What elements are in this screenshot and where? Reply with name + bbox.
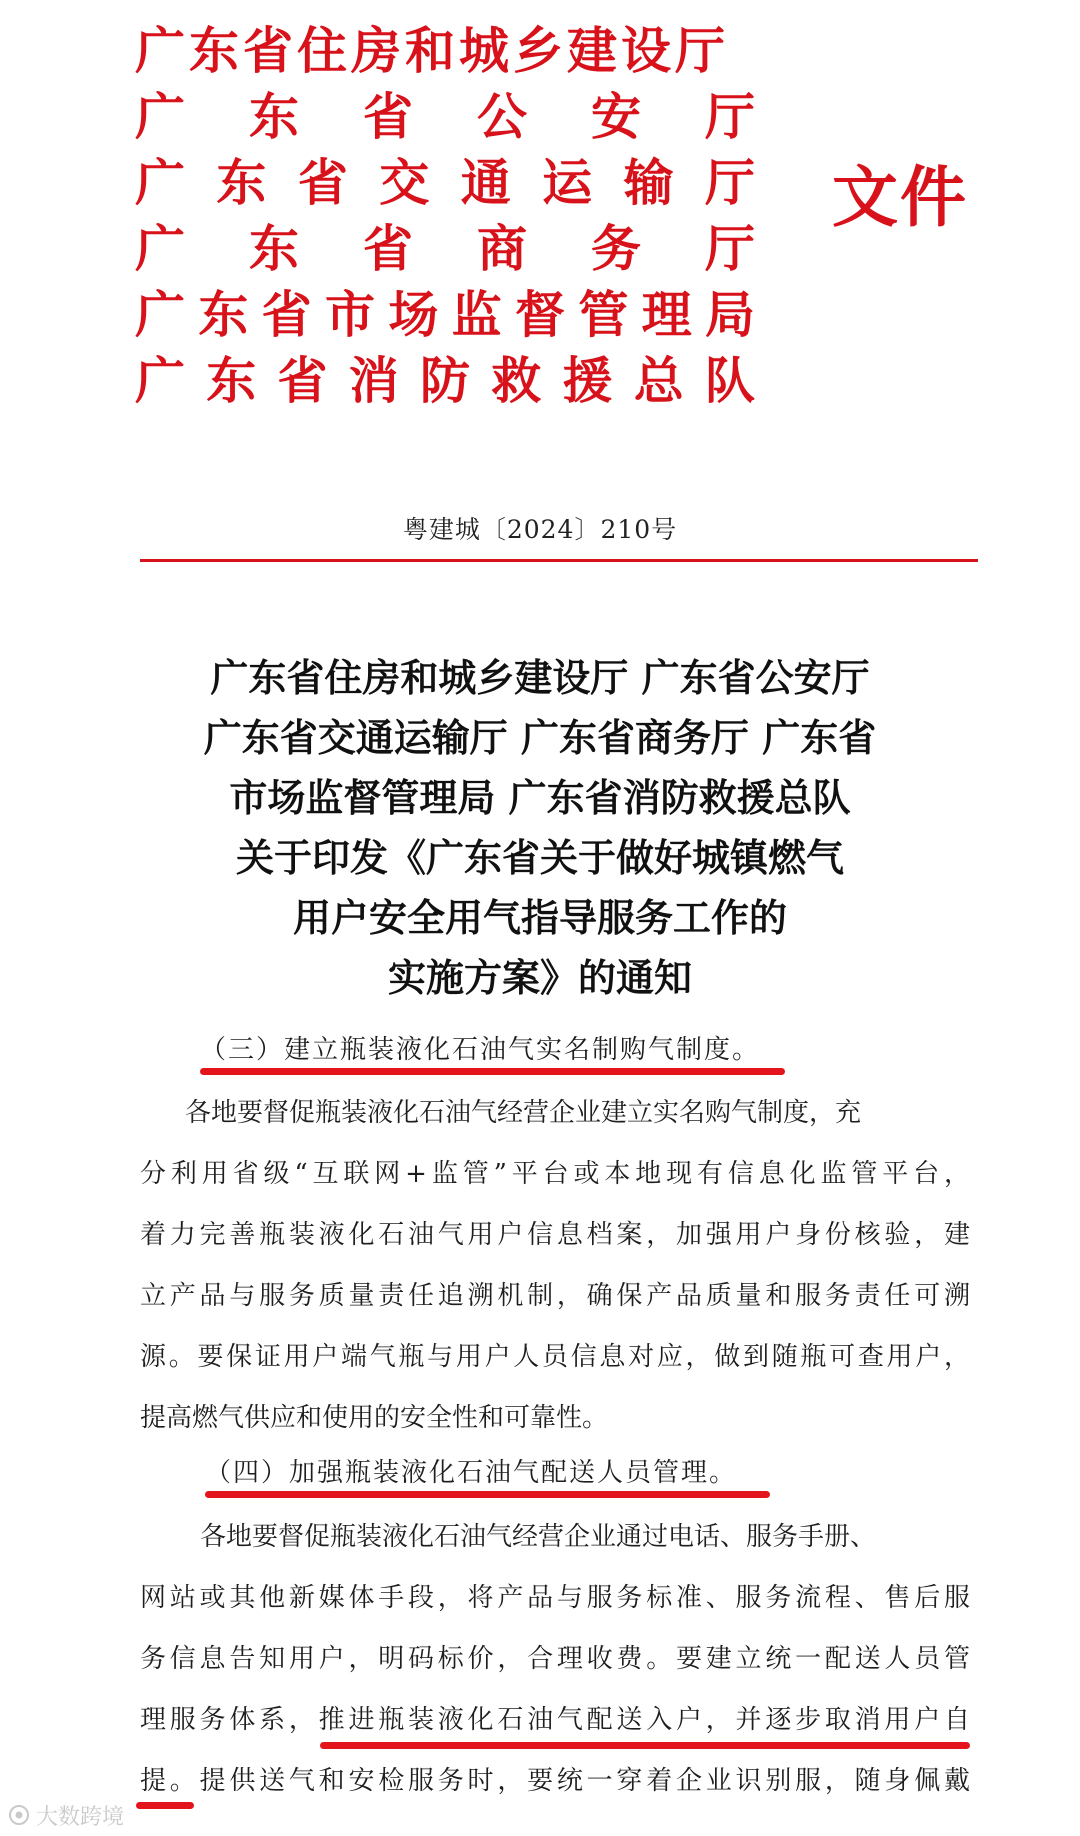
red-highlight-underline [200,1068,785,1075]
title-line: 广东省住房和城乡建设厅 广东省公安厅 [210,656,870,700]
paragraph-line: 务信息告知用户，明码标价，合理收费。要建立统一配送人员管 [140,1644,970,1674]
red-highlight-underline [205,1491,770,1498]
paragraph-line: 源。要保证用户端气瓶与用户人员信息对应，做到随瓶可查用户， [140,1342,970,1372]
title-line: 关于印发《广东省关于做好城镇燃气 [235,836,844,880]
paragraph-line: 网站或其他新媒体手段，将产品与服务标准、服务流程、售后服 [140,1583,970,1613]
paragraph-line: 各地要督促瓶装液化石油气经营企业建立实名购气制度，充 [185,1098,862,1128]
title-line: 市场监督管理局 广东省消防救援总队 [229,776,851,820]
issuer-market-regulation: 广东省市场监督管理局 [135,286,755,344]
paragraph-line: 提。提供送气和安检服务时，要统一穿着企业识别服，随身佩戴 [140,1766,970,1796]
watermark-text: 大数跨境 [36,1804,125,1830]
red-highlight-underline [136,1802,194,1809]
paragraph-line: 理服务体系，推进瓶装液化石油气配送入户，并逐步取消用户自 [140,1705,970,1735]
issuer-public-security: 广东省公安厅 [135,88,755,146]
paragraph-line: 分利用省级“互联网+监管”平台或本地现有信息化监管平台， [140,1159,970,1189]
issuer-fire-rescue: 广东省消防救援总队 [135,352,755,410]
paragraph-line: 立产品与服务质量责任追溯机制，确保产品质量和服务责任可溯 [140,1281,970,1311]
title-line: 用户安全用气指导服务工作的 [292,896,787,940]
title-line: 实施方案》的通知 [387,956,692,1000]
paragraph-line: 各地要督促瓶装液化石油气经营企业通过电话、服务手册、 [200,1522,877,1552]
red-highlight-underline [320,1742,970,1749]
title-line: 广东省交通运输厅 广东省商务厅 广东省 [203,716,877,760]
red-divider [140,559,978,562]
paragraph-line: 着力完善瓶装液化石油气用户信息档案，加强用户身份核验，建 [140,1220,970,1250]
section-heading-3: （三）建立瓶装液化石油气实名制购气制度。 [200,1035,761,1065]
section-heading-4: （四）加强瓶装液化石油气配送人员管理。 [205,1458,738,1488]
document-word: 文件 [832,159,968,236]
issuer-transport: 广东省交通运输厅 [135,154,755,212]
issuer-housing-dept: 广东省住房和城乡建设厅 [135,22,729,80]
paragraph-line: 提高燃气供应和使用的安全性和可靠性。 [140,1403,609,1433]
issuer-commerce: 广东省商务厅 [135,220,755,278]
document-number: 粤建城〔2024〕210号 [402,515,678,544]
logo-icon [8,1804,30,1826]
watermark [8,1798,124,1832]
